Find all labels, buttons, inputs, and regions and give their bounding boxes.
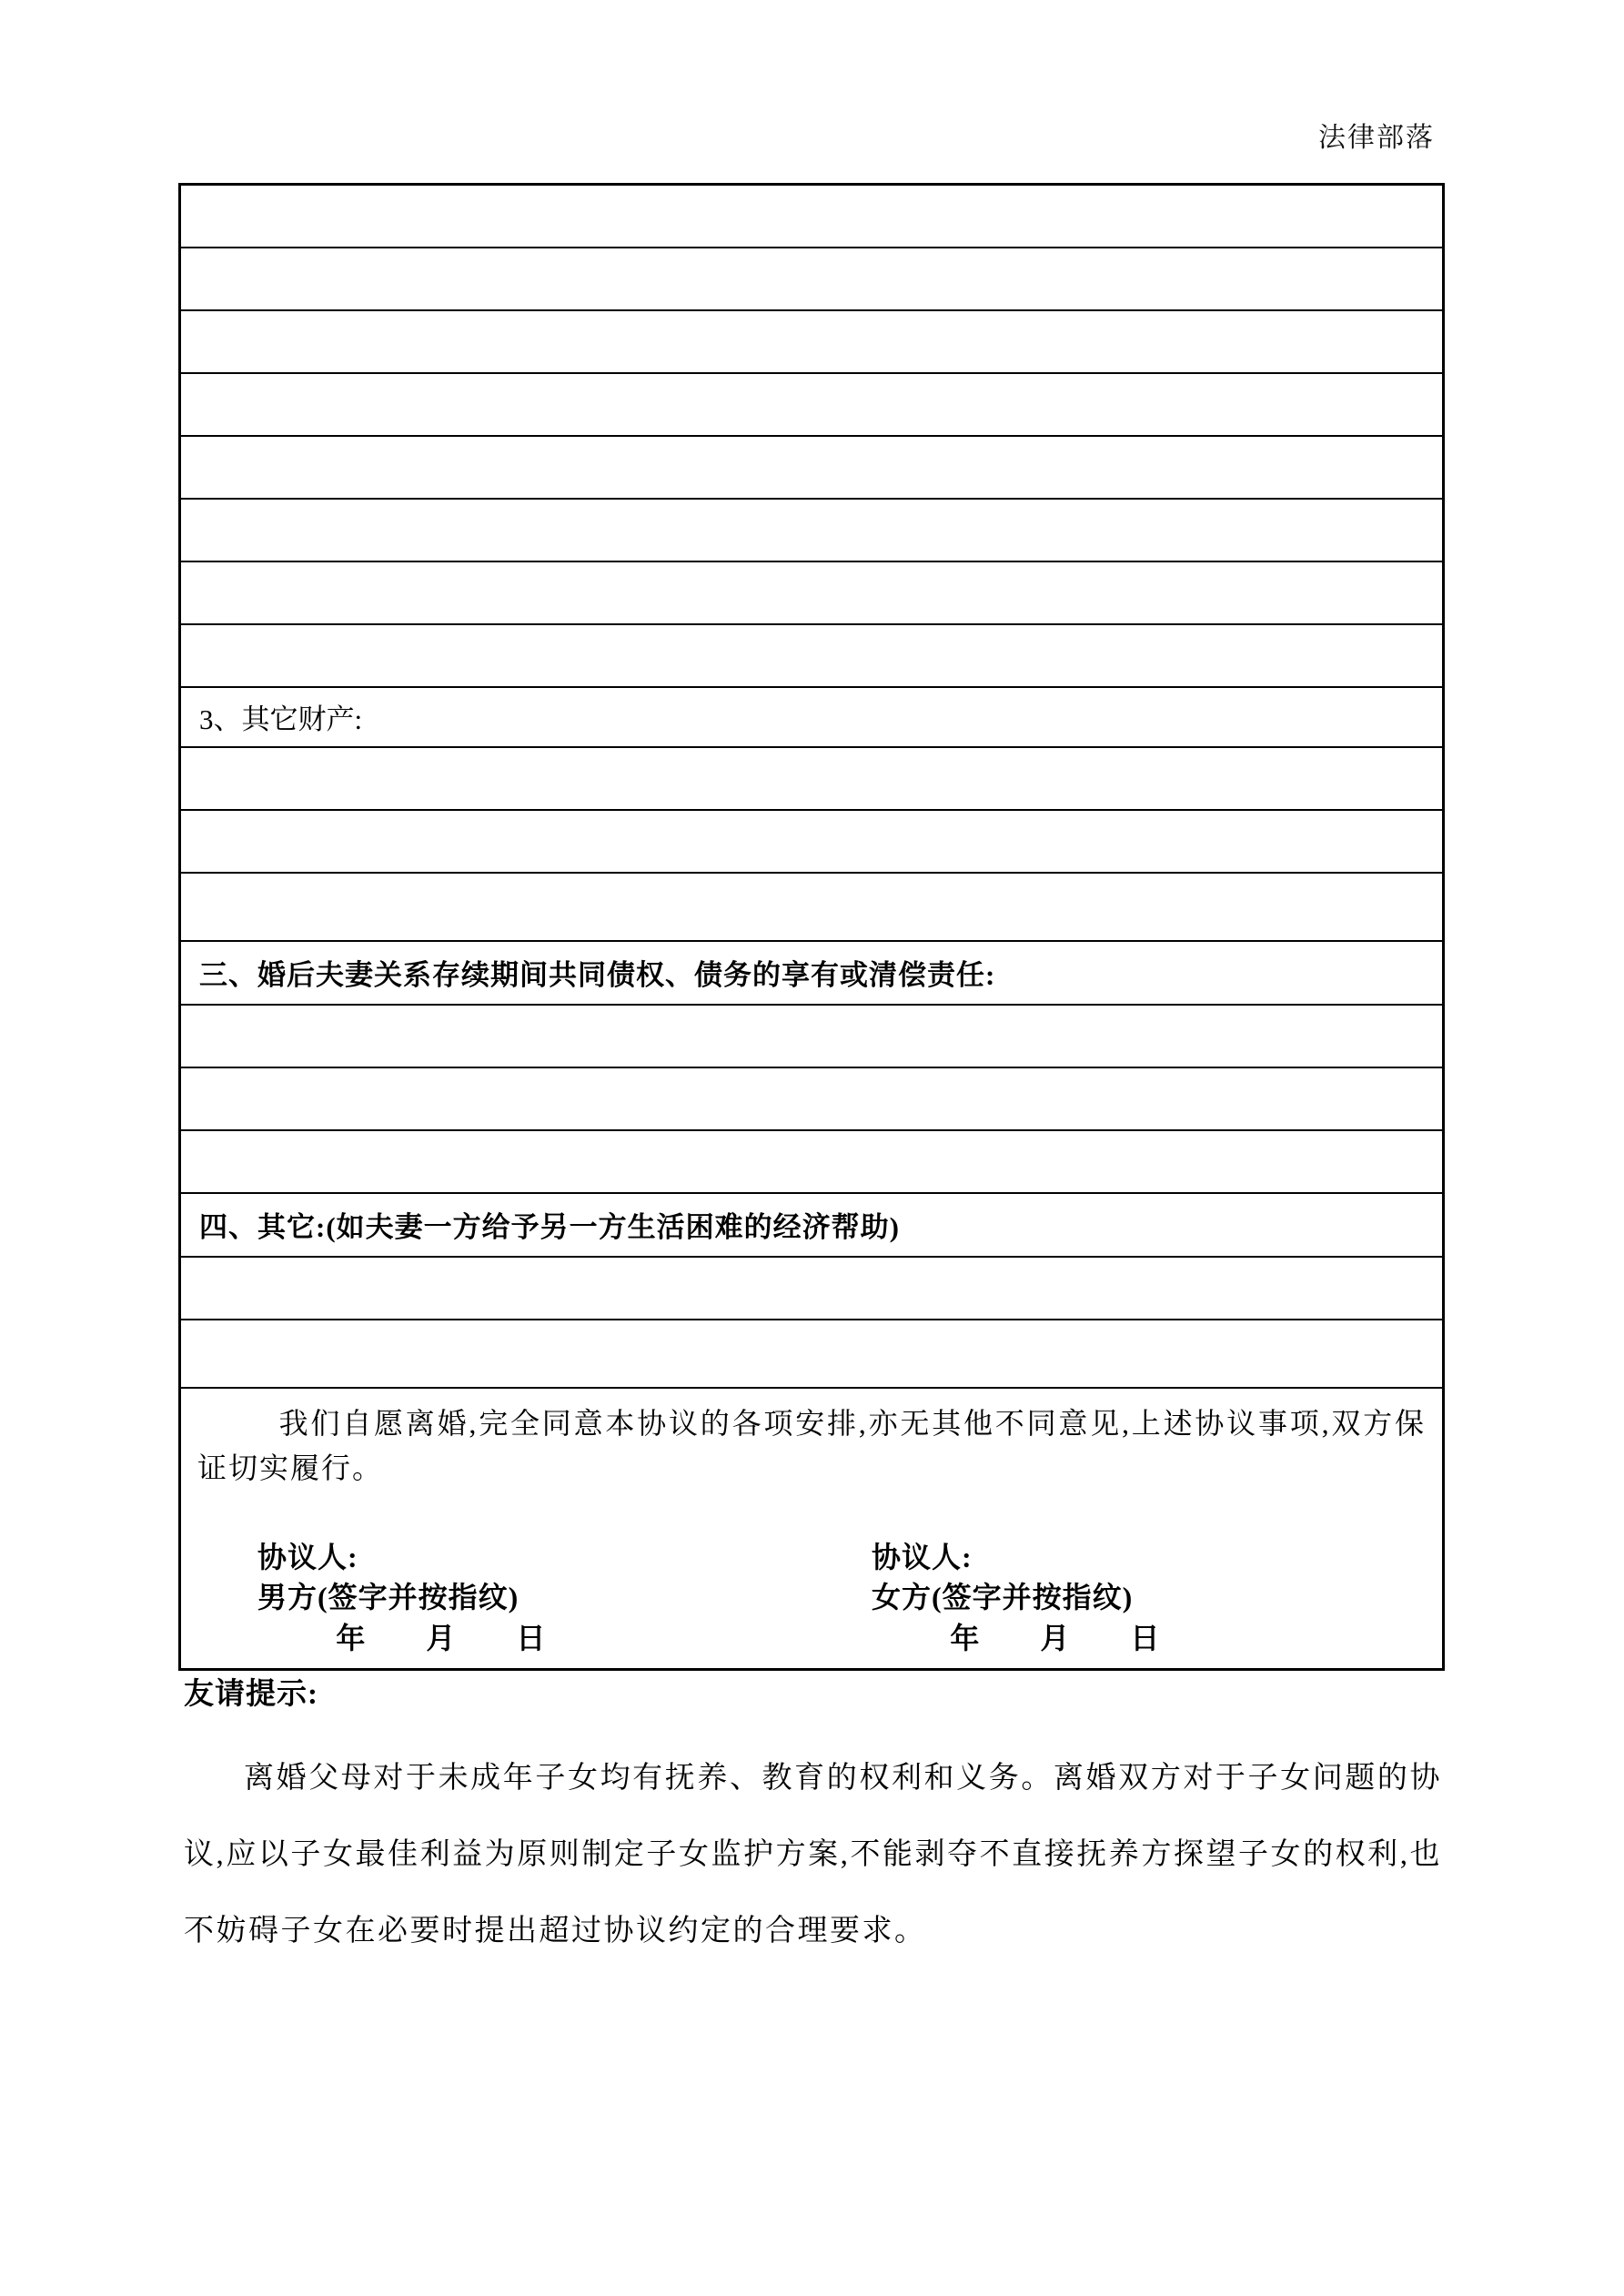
agreement-table (178, 183, 1445, 1671)
signer-party: 女方(签字并按指纹) (872, 1581, 1134, 1614)
blank-row-cell (180, 310, 1444, 373)
table-row (180, 310, 1444, 373)
blank-row-cell (180, 873, 1444, 941)
table-row (180, 1005, 1444, 1067)
blank-row-cell (180, 1320, 1444, 1388)
brand-watermark: 法律部落 (1318, 123, 1435, 153)
signer-party: 男方(签字并按指纹) (257, 1581, 519, 1614)
table-row (180, 747, 1444, 810)
table-row (180, 1320, 1444, 1388)
other-property-row-label: 3、其它财产: (180, 687, 1444, 747)
table-row (180, 436, 1444, 499)
table-row (180, 1388, 1444, 1670)
agreement-statement: 我们自愿离婚,完全同意本协议的各项安排,亦无其他不同意见,上述协议事项,双方保证切实履行。 (197, 1406, 1426, 1485)
table-row (180, 687, 1444, 747)
signature-block-female (812, 1537, 1426, 1659)
blank-row-cell (180, 624, 1444, 687)
blank-row-cell (180, 436, 1444, 499)
blank-row-cell (180, 561, 1444, 624)
notice-body: 离婚父母对于未成年子女均有抚养、教育的权利和义务。离婚双方对于子女问题的协议,应以子女最佳利益为原则制定子女监护方案,不能剥夺不直接抚养方探望子女的权利,也不妨碍子女在必要时提出超过协议约定的合理要求。 (184, 1762, 1442, 1947)
table-row (180, 1257, 1444, 1320)
section-four-header: 四、其它:(如夫妻一方给予另一方生活困难的经济帮助) (180, 1193, 1444, 1257)
blank-row-cell (180, 185, 1444, 248)
table-row (180, 810, 1444, 873)
signer-date-line: 年 月 日 (950, 1622, 1161, 1655)
table-row (180, 185, 1444, 248)
signer-date-line: 年 月 日 (336, 1622, 547, 1655)
table-row (180, 941, 1444, 1005)
table-row (180, 624, 1444, 687)
table-row (180, 373, 1444, 436)
blank-row-cell (180, 1005, 1444, 1067)
signature-area (197, 1537, 1426, 1659)
signer-title: 协议人: (257, 1540, 358, 1573)
blank-row-cell (180, 499, 1444, 561)
closing-cell (180, 1388, 1444, 1670)
blank-row-cell (180, 248, 1444, 310)
table-row (180, 1067, 1444, 1130)
notice-title: 友请提示: (184, 1678, 318, 1711)
blank-row-cell (180, 810, 1444, 873)
signer-title: 协议人: (872, 1540, 973, 1573)
table-row (180, 1130, 1444, 1193)
blank-row-cell (180, 1257, 1444, 1320)
blank-row-cell (180, 1067, 1444, 1130)
table-row (180, 248, 1444, 310)
friendly-notice-section (184, 1667, 1442, 1969)
section-three-header: 三、婚后夫妻关系存续期间共同债权、债务的享有或清偿责任: (180, 941, 1444, 1005)
blank-row-cell (180, 747, 1444, 810)
blank-row-cell (180, 1130, 1444, 1193)
table-row (180, 873, 1444, 941)
signature-block-male (197, 1537, 812, 1659)
table-row (180, 1193, 1444, 1257)
blank-row-cell (180, 373, 1444, 436)
table-row (180, 561, 1444, 624)
table-row (180, 499, 1444, 561)
